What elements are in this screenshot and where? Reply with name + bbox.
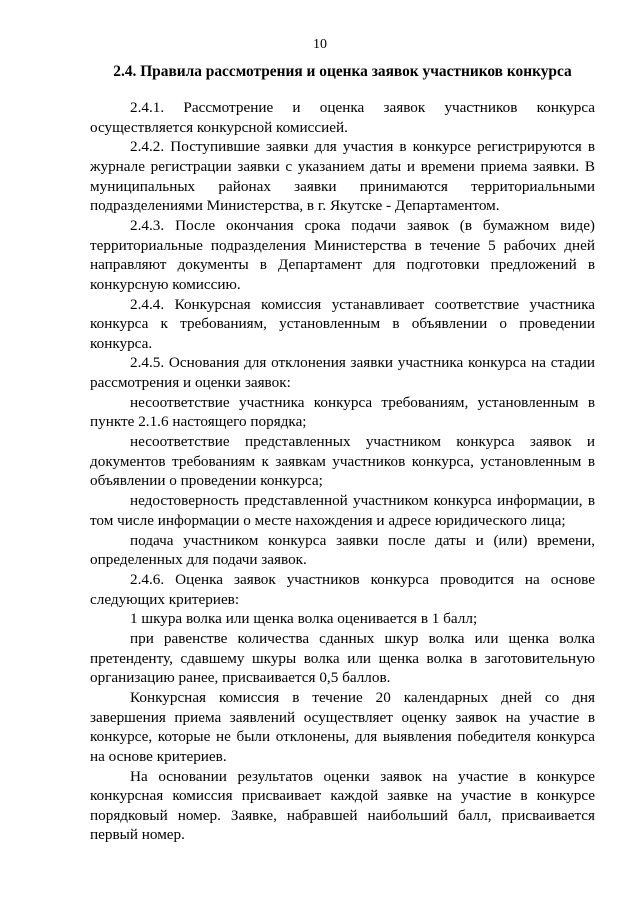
paragraph: несоответствие участника конкурса требованиям, установленным в пункте 2.1.6 настоящего порядка; xyxy=(90,393,595,431)
paragraph: при равенстве количества сданных шкур волка или щенка волка претенденту, сдавшему шкуры волка или щенка волка в заготовительную организацию ранее, присваивается 0,5 баллов. xyxy=(90,630,595,687)
paragraph: 2.4.1. Рассмотрение и оценка заявок участников конкурса осуществляется конкурсной комиссией. xyxy=(90,99,595,136)
paragraph: недостоверность представленной участником конкурса информации, в том числе информации о месте нахождения и адресе юридического лица; xyxy=(90,492,595,529)
paragraph: 1 шкура волка или щенка волка оценивается в 1 балл; xyxy=(130,610,478,628)
section-heading: 2.4. Правила рассмотрения и оценка заявок участников конкурса xyxy=(113,63,572,80)
paragraph: 2.4.3. После окончания срока подачи заявок (в бумажном виде) территориальные подразделения Министерства в течение 5 рабочих дней направляют документы в Департамент для подготовки предложений в конкурсную комиссию. xyxy=(90,216,595,293)
paragraph: 2.4.5. Основания для отклонения заявки участника конкурса на стадии рассмотрения и оценки заявок: xyxy=(90,354,595,392)
paragraph: 2.4.6. Оценка заявок участников конкурса проводится на основе следующих критериев: xyxy=(90,570,595,608)
paragraph: 2.4.2. Поступившие заявки для участия в конкурсе регистрируются в журнале регистрации заявки с указанием даты и времени приема заявки. В муниципальных районах заявки принимаются территориальными подразделениями Министерства, в г. Якутске - Департаментом. xyxy=(90,138,595,215)
section-body xyxy=(90,98,595,845)
page-number: 10 xyxy=(313,37,327,52)
paragraph: подача участником конкурса заявки после даты и (или) времени, определенных для подачи заявок. xyxy=(90,531,595,569)
paragraph: Конкурсная комиссия в течение 20 календарных дней со дня завершения приема заявлений осуществляет оценку заявок на участие в конкурсе, которые не были отклонены, для выявления победителя конкурса на основе критериев. xyxy=(90,689,595,765)
paragraph: 2.4.4. Конкурсная комиссия устанавливает соответствие участника конкурса к требованиям, установленным в объявлении о проведении конкурса. xyxy=(90,295,595,352)
paragraph: На основании результатов оценки заявок на участие в конкурсе конкурсная комиссия присваивает каждой заявке на участие в конкурсе порядковый номер. Заявке, набравшей наибольший балл, присваивается первый номер. xyxy=(90,767,595,844)
paragraph: несоответствие представленных участником конкурса заявок и документов требованиям к заявкам участников конкурса, установленным в объявлении о проведении конкурса; xyxy=(90,433,595,490)
